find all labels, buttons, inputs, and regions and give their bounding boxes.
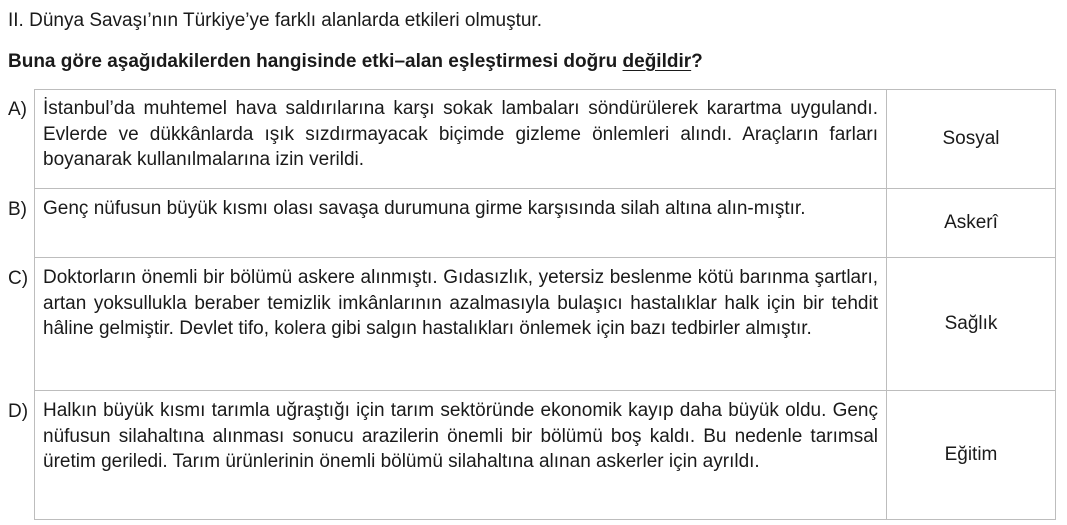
question-intro: II. Dünya Savaşı’nın Türkiye’ye farklı alanlarda etkileri olmuştur.	[8, 10, 542, 31]
option-c-impact-text: Doktorların önemli bir bölümü askere alınmıştı. Gıdasızlık, yetersiz beslenme kötü barınma şartları, artan yoksullukla beraber temizlik imkânlarının azalmasıyla bulaşıcı hastalıklar halk için bir tehdit hâline gelmiştir. Devlet tifo, kolera gibi salgın hastalıkları önlemek için bazı tedbirler almıştır.	[43, 267, 878, 339]
option-b-area-cell	[886, 189, 1056, 258]
option-c-area-cell	[886, 258, 1056, 391]
option-b-impact-text: Genç nüfusun büyük kısmı olası savaşa durumuna girme karşısında silah altına alın-mıştır.	[43, 198, 806, 219]
option-b-area-text: Askerî	[944, 212, 998, 233]
option-d-area-cell	[886, 391, 1056, 520]
option-c-letter: C)	[8, 268, 29, 289]
option-a-letter: A)	[8, 99, 27, 120]
option-b-impact-cell	[34, 189, 887, 258]
question-stem-emphasis: değildir	[622, 51, 692, 72]
option-a-impact-cell	[34, 89, 887, 189]
option-b-row[interactable]	[0, 189, 1060, 258]
option-a-impact-text: İstanbul’da muhtemel hava saldırılarına karşı sokak lambaları söndürülerek karartma uygulandı. Evlerde ve dükkânlarda ışık sızdırmayacak biçimde gizleme önlemleri alındı. Araçların farları boyanarak kullanılmalarına izin verildi.	[43, 98, 878, 170]
option-a-area-text: Sosyal	[942, 128, 1000, 149]
option-d-area-text: Eğitim	[944, 444, 998, 465]
option-c-row[interactable]	[0, 258, 1060, 391]
option-a-area-cell	[886, 89, 1056, 189]
question-stem	[8, 49, 1058, 75]
option-b-letter: B)	[8, 199, 27, 220]
question-stem-end: ?	[691, 51, 703, 72]
option-d-row[interactable]	[0, 391, 1060, 520]
option-d-impact-cell	[34, 391, 887, 520]
option-a-row[interactable]	[0, 89, 1060, 189]
option-d-letter: D)	[8, 401, 29, 422]
option-c-area-text: Sağlık	[944, 313, 998, 334]
option-d-impact-text: Halkın büyük kısmı tarımla uğraştığı için tarım sektöründe ekonomik kayıp daha büyük oldu. Genç nüfusun silahaltına alınması sonucu arazilerin önemli bir bölümü boş kaldı. Bu nedenle tarımsal üretim geriledi. Tarım ürünlerinin önemli bölümü silahaltına alınan askerler için ayrıldı.	[43, 400, 878, 472]
question-stem-text: Buna göre aşağıdakilerden hangisinde etki–alan eşleştirmesi doğru	[8, 51, 623, 72]
option-c-impact-cell	[34, 258, 887, 391]
